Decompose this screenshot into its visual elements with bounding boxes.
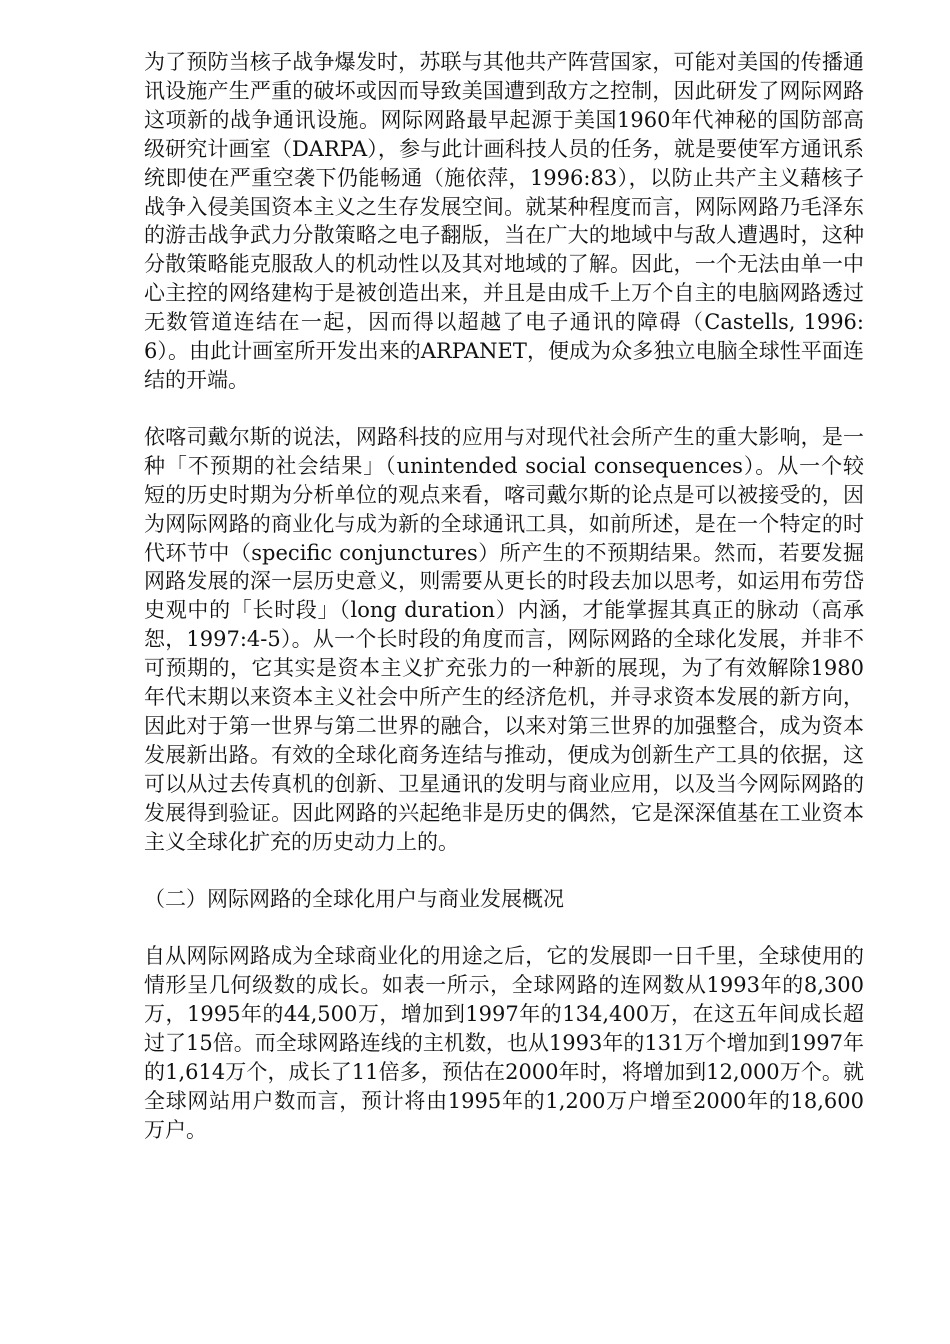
body-paragraph: 依喀司戴尔斯的说法，网路科技的应用与对现代社会所产生的重大影响，是一种「不预期的社会结果」（unintended social consequences）。从一个较短的历史时期为分析单位的观点来看，喀司戴尔斯的论点是可以被接受的，因为网际网路的商业化与成为新的全球通讯工具，如前所述，是在一个特定的时代环节中（specific conjunctures）所产生的不预期结果。然而，若要发掘网路发展的深一层历史意义，则需要从更长的时段去加以思考，如运用布劳岱史观中的「长时段」（long duration）内涵，才能掌握其真正的脉动（高承恕，1997:4-5）。从一个长时段的角度而言，网际网路的全球化发展，并非不可预期的，它其实是资本主义扩充张力的一种新的展现，为了有效解除1980年代末期以来资本主义社会中所产生的经济危机，并寻求资本发展的新方向，因此对于第一世界与第二世界的融合，以来对第三世界的加强整合，成为资本发展新出路。有效的全球化商务连结与推动，便成为创新生产工具的依据，这可以从过去传真机的创新、卫星通讯的发明与商业应用，以及当今网际网路的发展得到验证。因此网路的兴起绝非是历史的偶然，它是深深值基在工业资本主义全球化扩充的历史动力上的。 [144, 424, 864, 854]
body-paragraph: 自从网际网路成为全球商业化的用途之后，它的发展即一日千里，全球使用的情形呈几何级数的成长。如表一所示，全球网路的连网数从1993年的8,300万，1995年的44,500万，增加到1997年的134,400万，在这五年间成长超过了15倍。而全球网路连线的主机数，也从1993年的131万个增加到1997年的1,614万个，成长了11倍多，预估在2000年时，将增加到12,000万个。就全球网站用户数而言，预计将由1995年的1,200万户增至2000年的18,600万户。 [144, 944, 864, 1142]
body-paragraph: 为了预防当核子战争爆发时，苏联与其他共产阵营国家，可能对美国的传播通讯设施产生严重的破坏或因而导致美国遭到敌方之控制，因此研发了网际网路这项新的战争通讯设施。网际网路最早起源于美国1960年代神秘的国防部高级研究计画室（DARPA），参与此计画科技人员的任务，就是要使军方通讯系统即使在严重空袭下仍能畅通（施依萍，1996:83），以防止共产主义藉核子战争入侵美国资本主义之生存发展空间。就某种程度而言，网际网路乃毛泽东的游击战争武力分散策略之电子翻版，当在广大的地域中与敌人遭遇时，这种分散策略能克服敌人的机动性以及其对地域的了解。因此，一个无法由单一中心主控的网络建构于是被创造出来，并且是由成千上万个自主的电脑网路透过无数管道连结在一起，因而得以超越了电子通讯的障碍（Castells, 1996:6）。由此计画室所开发出来的ARPANET，便成为众多独立电脑全球性平面连结的开端。 [144, 50, 864, 392]
document-page [144, 48, 864, 1145]
section-heading: （二）网际网路的全球化用户与商业发展概况 [144, 887, 564, 912]
